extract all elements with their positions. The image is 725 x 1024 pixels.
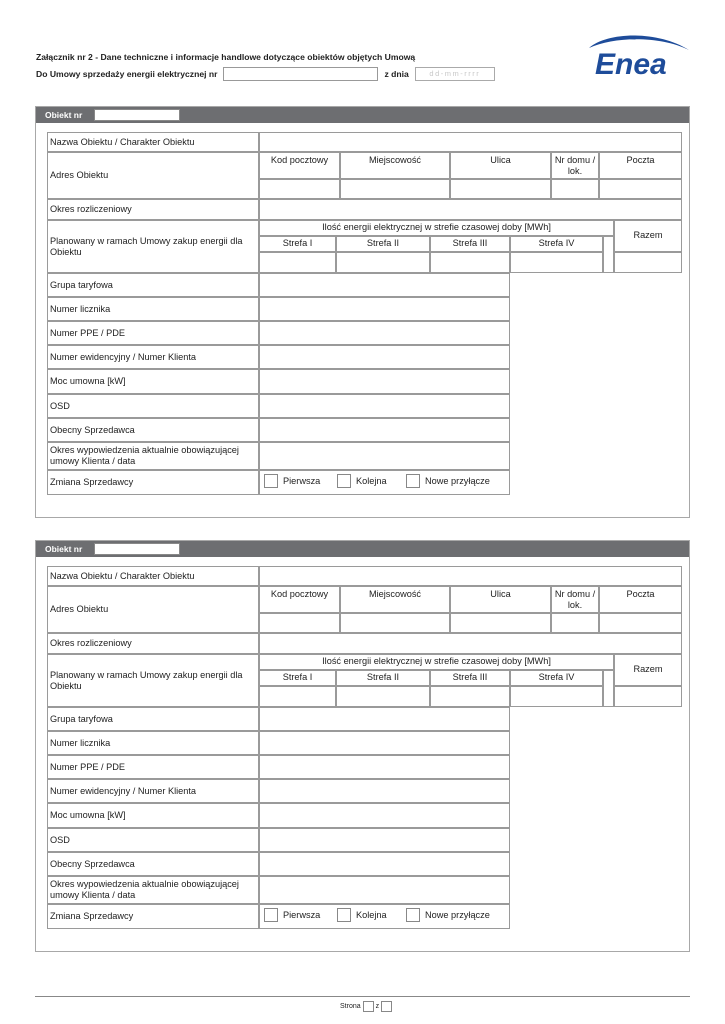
date-label: z dnia	[384, 69, 409, 79]
row-label: Numer PPE / PDE	[50, 328, 126, 338]
energy-header: Ilość energii elektrycznej w strefie czasowej doby [MWh]	[322, 656, 551, 666]
name-input[interactable]	[259, 132, 682, 152]
row-input[interactable]	[259, 779, 510, 803]
zone-label: Strefa I	[282, 672, 313, 682]
address-input[interactable]	[551, 179, 599, 199]
row-label: Obecny Sprzedawca	[50, 859, 135, 869]
address-column-label: Poczta	[626, 589, 655, 599]
zone-label: Strefa II	[366, 672, 400, 682]
page-total-field[interactable]	[381, 1001, 392, 1012]
planned-label: Planowany w ramach Umowy zakup energii dla Obiektu	[50, 236, 243, 257]
logo-text: Enea	[595, 48, 667, 79]
row-label: Grupa taryfowa	[50, 280, 113, 290]
contract-number-field[interactable]	[223, 67, 378, 81]
row-input[interactable]	[259, 297, 510, 321]
row-input[interactable]	[259, 418, 510, 442]
row-label: Okres wypowiedzenia aktualnie obowiązującej umowy Klienta / data	[50, 879, 239, 900]
zone-label: Strefa IV	[538, 238, 575, 248]
row-input[interactable]	[259, 803, 510, 828]
address-column-label: Ulica	[490, 155, 511, 165]
page-label: Strona	[340, 1003, 361, 1010]
period-label: Okres rozliczeniowy	[50, 638, 132, 648]
address-input[interactable]	[450, 613, 551, 633]
row-input[interactable]	[259, 828, 510, 852]
address-label: Adres Obiektu	[50, 170, 109, 180]
change-option-checkbox[interactable]	[337, 474, 351, 488]
row-input[interactable]	[259, 394, 510, 418]
period-label: Okres rozliczeniowy	[50, 204, 132, 214]
address-column-label: Ulica	[490, 589, 511, 599]
row-input[interactable]	[259, 755, 510, 779]
total-label: Razem	[633, 230, 663, 240]
address-column-label: Kod pocztowy	[270, 155, 329, 165]
zone-label: Strefa IV	[538, 672, 575, 682]
address-column-label: Miejscowość	[368, 589, 422, 599]
object-label: Obiekt nr	[45, 110, 83, 120]
page-number-field[interactable]	[363, 1001, 374, 1012]
change-option-checkbox[interactable]	[406, 474, 420, 488]
change-option-checkbox[interactable]	[264, 908, 278, 922]
object-section-2	[35, 540, 690, 952]
address-input[interactable]	[340, 179, 450, 199]
change-option-label: Pierwsza	[283, 476, 321, 486]
row-input[interactable]	[259, 321, 510, 345]
row-input[interactable]	[259, 442, 510, 470]
row-input[interactable]	[259, 852, 510, 876]
zone-label: Strefa III	[452, 672, 488, 682]
row-input[interactable]	[259, 273, 510, 297]
row-label: Numer PPE / PDE	[50, 762, 126, 772]
change-option-label: Pierwsza	[283, 910, 321, 920]
row-label: Moc umowna [kW]	[50, 376, 126, 386]
name-label: Nazwa Obiektu / Charakter Obiektu	[50, 571, 195, 581]
zone-spacer-cell	[603, 236, 614, 273]
zone-input[interactable]	[336, 686, 430, 707]
address-column-label: Kod pocztowy	[270, 589, 329, 599]
row-label: Okres wypowiedzenia aktualnie obowiązującej umowy Klienta / data	[50, 445, 239, 466]
zone-input[interactable]	[430, 686, 510, 707]
address-input[interactable]	[259, 613, 340, 633]
planned-label: Planowany w ramach Umowy zakup energii dla Obiektu	[50, 670, 243, 691]
change-option-label: Kolejna	[356, 476, 387, 486]
address-input[interactable]	[599, 179, 682, 199]
zone-label: Strefa III	[452, 238, 488, 248]
zone-input[interactable]	[259, 686, 336, 707]
row-label: Numer ewidencyjny / Numer Klienta	[50, 786, 197, 796]
contract-label: Do Umowy sprzedaży energii elektrycznej nr	[36, 69, 218, 79]
footer	[340, 1001, 392, 1012]
row-label: OSD	[50, 401, 70, 411]
period-input[interactable]	[259, 633, 682, 654]
address-input[interactable]	[340, 613, 450, 633]
row-label: Obecny Sprzedawca	[50, 425, 135, 435]
change-option-checkbox[interactable]	[337, 908, 351, 922]
object-header	[36, 107, 689, 123]
energy-header: Ilość energii elektrycznej w strefie czasowej doby [MWh]	[322, 222, 551, 232]
period-input[interactable]	[259, 199, 682, 220]
address-label: Adres Obiektu	[50, 604, 109, 614]
row-label: Numer licznika	[50, 304, 111, 314]
row-label: Moc umowna [kW]	[50, 810, 126, 820]
address-input[interactable]	[450, 179, 551, 199]
name-input[interactable]	[259, 566, 682, 586]
address-column-label: Nr domu / lok.	[554, 589, 596, 610]
change-option-label: Nowe przyłącze	[425, 476, 490, 486]
row-input[interactable]	[259, 876, 510, 904]
row-input[interactable]	[259, 345, 510, 369]
zone-input[interactable]	[510, 686, 603, 707]
object-section-1	[35, 106, 690, 518]
change-label: Zmiana Sprzedawcy	[50, 477, 134, 487]
document-title: Załącznik nr 2 - Dane techniczne i informacje handlowe dotyczące obiektów objętych Umową	[36, 52, 416, 62]
row-label: Grupa taryfowa	[50, 714, 113, 724]
object-number-field[interactable]	[94, 543, 180, 555]
zone-label: Strefa I	[282, 238, 313, 248]
total-input[interactable]	[614, 252, 682, 273]
row-input[interactable]	[259, 731, 510, 755]
object-number-field[interactable]	[94, 109, 180, 121]
footer-divider	[35, 996, 690, 997]
zone-input[interactable]	[430, 252, 510, 273]
zone-spacer-cell	[603, 670, 614, 707]
contract-row	[36, 66, 506, 82]
address-column-label: Poczta	[626, 155, 655, 165]
address-column-label: Miejscowość	[368, 155, 422, 165]
change-option-label: Kolejna	[356, 910, 387, 920]
change-option-checkbox[interactable]	[406, 908, 420, 922]
zone-input[interactable]	[336, 252, 430, 273]
address-input[interactable]	[599, 613, 682, 633]
row-label: Numer ewidencyjny / Numer Klienta	[50, 352, 197, 362]
row-label: Numer licznika	[50, 738, 111, 748]
enea-logo	[585, 34, 695, 79]
date-field[interactable]: dd-mm-rrrr	[415, 67, 495, 81]
object-header	[36, 541, 689, 557]
change-label: Zmiana Sprzedawcy	[50, 911, 134, 921]
total-input[interactable]	[614, 686, 682, 707]
total-label: Razem	[633, 664, 663, 674]
address-input[interactable]	[259, 179, 340, 199]
change-option-checkbox[interactable]	[264, 474, 278, 488]
page-of-label: z	[375, 1003, 380, 1010]
object-label: Obiekt nr	[45, 544, 83, 554]
address-column-label: Nr domu / lok.	[554, 155, 596, 176]
zone-input[interactable]	[510, 252, 603, 273]
zone-label: Strefa II	[366, 238, 400, 248]
zone-input[interactable]	[259, 252, 336, 273]
row-input[interactable]	[259, 707, 510, 731]
change-option-label: Nowe przyłącze	[425, 910, 490, 920]
address-input[interactable]	[551, 613, 599, 633]
name-label: Nazwa Obiektu / Charakter Obiektu	[50, 137, 195, 147]
row-input[interactable]	[259, 369, 510, 394]
row-label: OSD	[50, 835, 70, 845]
